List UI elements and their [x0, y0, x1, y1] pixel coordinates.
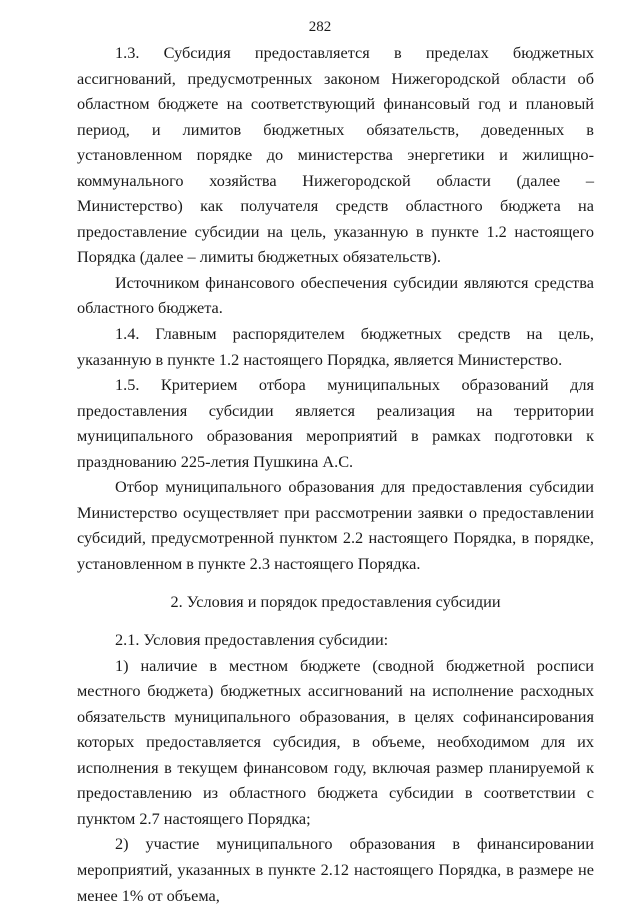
- document-body: [77, 40, 594, 908]
- paragraph-1-3: 1.3. Субсидия предоставляется в пределах бюджетных ассигнований, предусмотренных законом Нижегородской области об областном бюджете на соответствующий финансовый год и плановый период, и лимитов бюджетных обязательств, доведенных в установленном порядке до министерства энергетики и жилищно-коммунального хозяйства Нижегородской области (далее – Министерство) как получателя средств областного бюджета на предоставление субсидии на цель, указанную в пункте 1.2 настоящего Порядка (далее – лимиты бюджетных обязательств).: [77, 43, 594, 267]
- condition-2: 2) участие муниципального образования в финансировании мероприятий, указанных в пункте 2.12 настоящего Порядка, в размере не менее 1% от объема,: [77, 834, 594, 905]
- page-number: 282: [308, 19, 332, 35]
- paragraph-funding-source: Источником финансового обеспечения субсидии являются средства областного бюджета.: [77, 272, 594, 318]
- paragraph-1-4: 1.4. Главным распорядителем бюджетных средств на цель, указанную в пункте 1.2 настоящего Порядка, является Министерство.: [77, 324, 594, 369]
- paragraph-selection: Отбор муниципального образования для предоставления субсидии Министерство осуществляет при рассмотрении заявки о предоставлении субсидий, предусмотренной пунктом 2.2 настоящего Порядка, в порядке, установленном в пункте 2.3 настоящего Порядка.: [77, 477, 594, 573]
- condition-1: 1) наличие в местном бюджете (сводной бюджетной росписи местного бюджета) бюджетных ассигнований на исполнение расходных обязательств муниципального образования, в целях софинансирования которых предоставляется субсидия, в объеме, необходимом для их исполнения в текущем финансовом году, включая размер планируемой к предоставлению из областного бюджета субсидии в соответствии с пунктом 2.7 настоящего Порядка;: [77, 655, 594, 828]
- paragraph-1-5: 1.5. Критерием отбора муниципальных образований для предоставления субсидии является реализация на территории муниципального образования мероприятий в рамках подготовки к празднованию 225-летия Пушкина А.С.: [77, 375, 594, 471]
- paragraph-2-1: 2.1. Условия предоставления субсидии:: [115, 630, 389, 650]
- section-heading: 2. Условия и порядок предоставления субсидии: [170, 592, 501, 612]
